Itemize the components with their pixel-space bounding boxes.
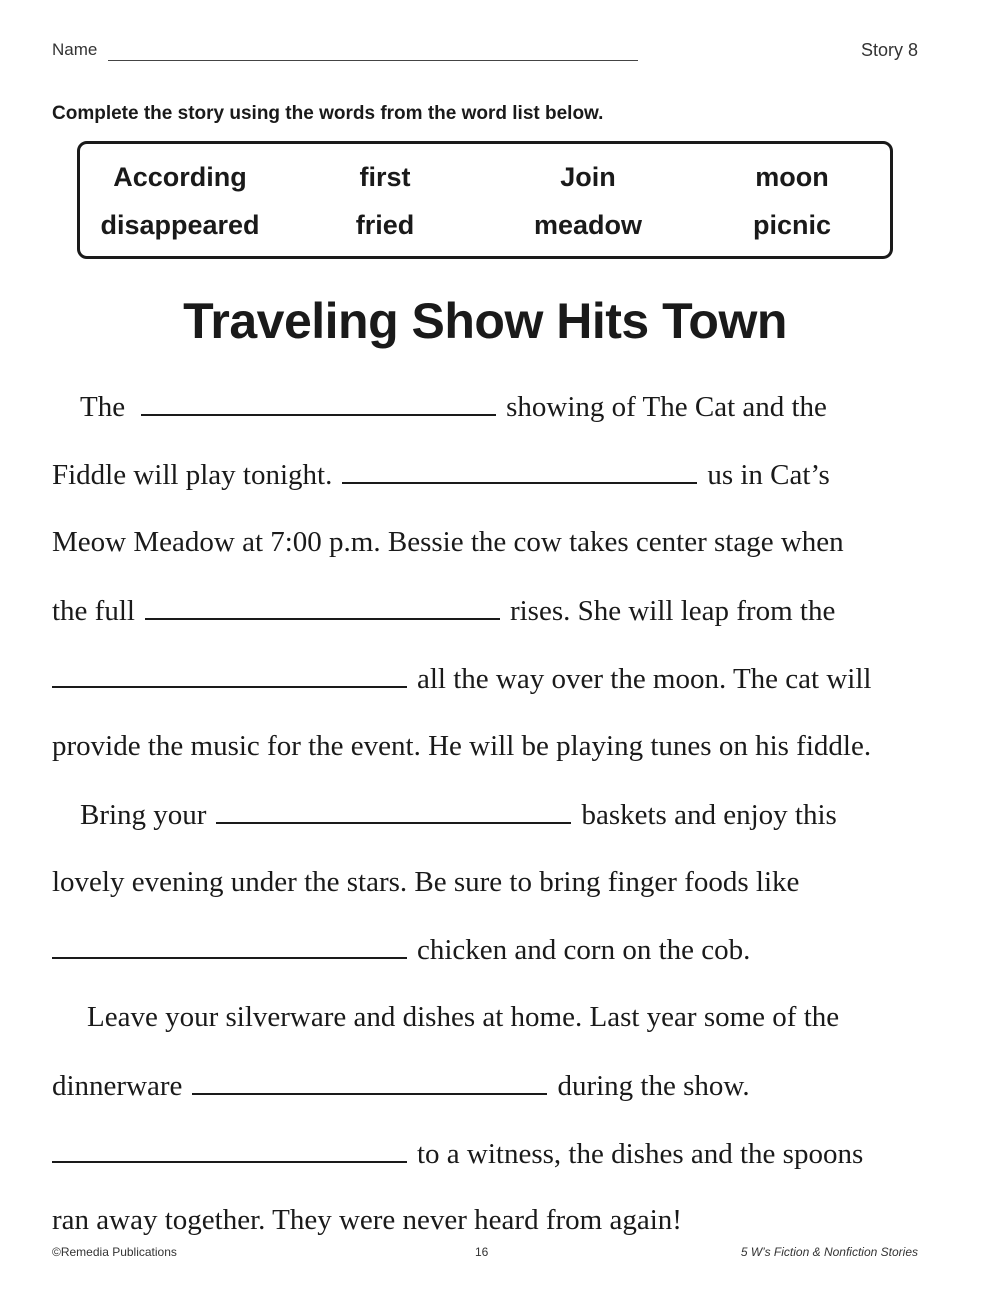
answer-blank-5[interactable] — [216, 794, 571, 824]
story-line: lovely evening under the stars. Be sure to bring finger foods like — [52, 866, 800, 898]
book-title: 5 W’s Fiction & Nonfiction Stories — [740, 1245, 918, 1259]
page-number: 16 — [475, 1245, 489, 1259]
story-line: provide the music for the event. He will be playing tunes on his fiddle. — [52, 730, 872, 762]
story-text: rises. She will leap from the — [509, 595, 836, 627]
word-according: According — [113, 162, 247, 192]
story-line — [52, 454, 830, 494]
word-picnic: picnic — [752, 210, 832, 240]
word-meadow: meadow — [533, 210, 643, 240]
story-line — [52, 658, 871, 698]
word-list-box — [77, 141, 893, 259]
story-text: us in Cat’s — [707, 459, 830, 491]
story-line: ran away together. They were never heard from again! — [52, 1204, 682, 1236]
story-line — [52, 929, 750, 969]
story-line — [52, 1065, 750, 1105]
story-text: dinnerware — [52, 1070, 183, 1102]
story-text: to a witness, the dishes and the spoons — [417, 1138, 864, 1170]
story-line — [52, 1133, 863, 1173]
answer-blank-7[interactable] — [192, 1065, 547, 1095]
answer-blank-3[interactable] — [145, 590, 500, 620]
story-text: the full — [52, 595, 135, 627]
story-text: chicken and corn on the cob. — [417, 934, 751, 966]
word-moon: moon — [755, 162, 829, 192]
name-line[interactable] — [108, 60, 638, 61]
word-first: first — [359, 162, 411, 192]
word-fried: fried — [355, 210, 415, 240]
story-text: during the show. — [557, 1070, 750, 1102]
story-line — [80, 794, 837, 834]
story-text: baskets and enjoy this — [581, 799, 837, 831]
answer-blank-6[interactable] — [52, 929, 407, 959]
story-text: showing of The Cat and the — [506, 391, 827, 423]
story-line: Leave your silverware and dishes at home. Last year some of the — [87, 1001, 840, 1033]
story-line — [52, 590, 835, 630]
instructions: Complete the story using the words from the word list below. — [52, 103, 604, 124]
story-line: Meow Meadow at 7:00 p.m. Bessie the cow takes center stage when — [52, 526, 844, 558]
answer-blank-4[interactable] — [52, 658, 407, 688]
story-text: Fiddle will play tonight. — [52, 459, 333, 491]
story-text: The — [80, 391, 126, 423]
word-join: Join — [560, 162, 616, 192]
name-label: Name — [52, 40, 98, 59]
story-text: all the way over the moon. The cat will — [417, 663, 872, 695]
answer-blank-8[interactable] — [52, 1133, 407, 1163]
story-text: Bring your — [80, 799, 207, 831]
word-disappeared: disappeared — [100, 210, 260, 240]
story-title: Traveling Show Hits Town — [183, 293, 787, 349]
story-line — [80, 386, 827, 426]
copyright-notice: ©Remedia Publications — [52, 1245, 177, 1259]
answer-blank-2[interactable] — [342, 454, 697, 484]
story-number: Story 8 — [860, 40, 918, 60]
answer-blank-1[interactable] — [141, 386, 496, 416]
